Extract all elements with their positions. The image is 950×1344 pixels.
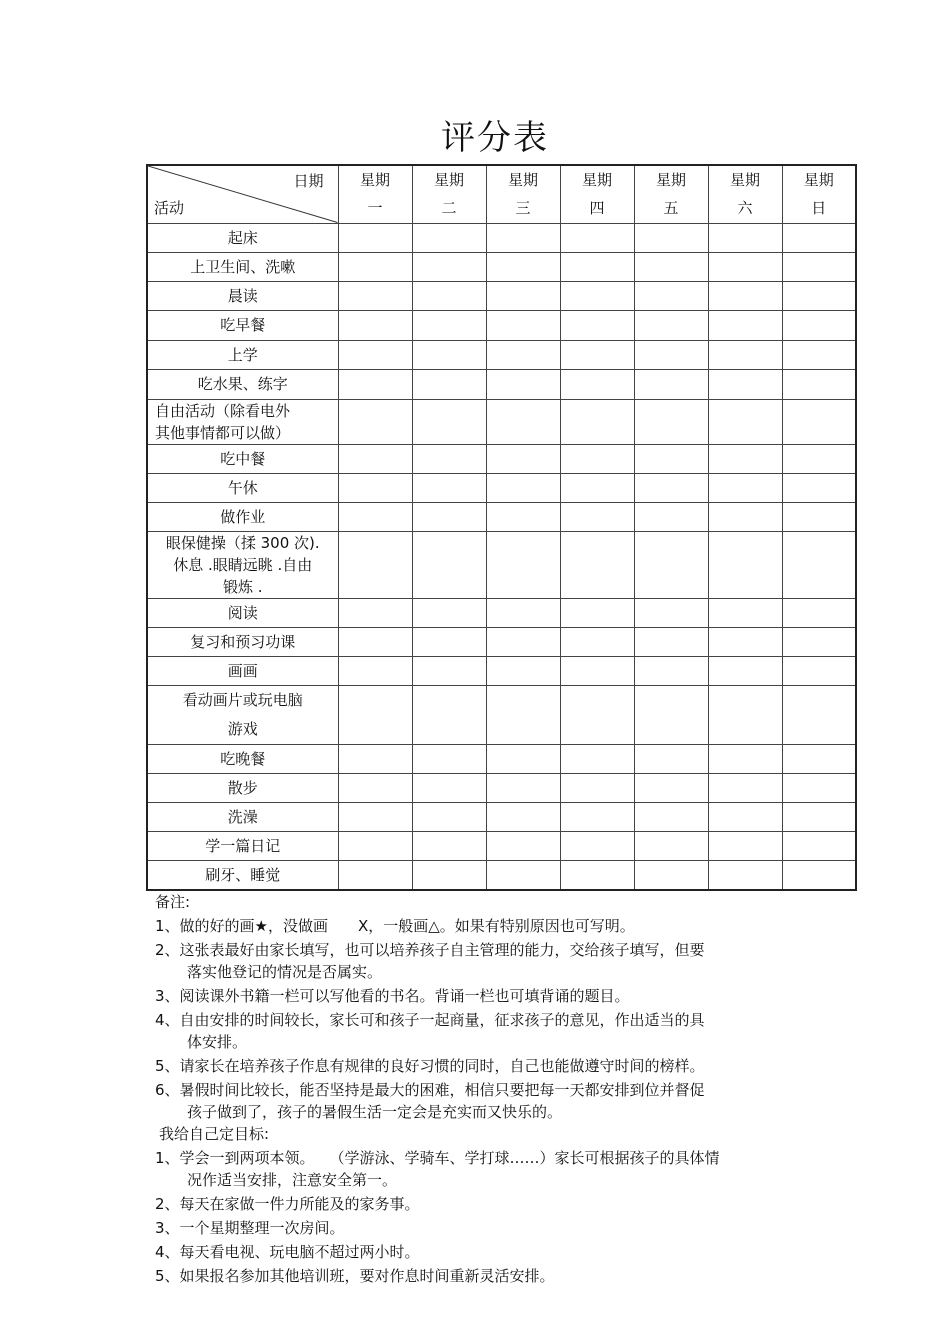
day-header-top: 星期 — [803, 171, 834, 190]
score-cell[interactable] — [486, 744, 560, 773]
score-cell[interactable] — [708, 252, 782, 281]
day-header-top: 星期 — [433, 171, 464, 190]
activity-label — [147, 399, 338, 444]
score-cell[interactable] — [412, 860, 486, 890]
score-cell[interactable] — [782, 773, 856, 802]
activity-row — [147, 473, 856, 502]
score-cell[interactable] — [338, 473, 412, 502]
score-cell[interactable] — [338, 773, 412, 802]
notes-item — [155, 1009, 855, 1053]
score-cell[interactable] — [338, 627, 412, 656]
activity-label-line: 吃早餐 — [220, 316, 266, 334]
score-cell[interactable] — [782, 444, 856, 473]
score-cell[interactable] — [708, 223, 782, 252]
score-cell[interactable] — [486, 831, 560, 860]
day-header — [338, 165, 412, 223]
activity-label-line: 学一篇日记 — [205, 836, 281, 855]
activity-label — [147, 531, 338, 598]
score-cell[interactable] — [338, 399, 412, 444]
score-cell[interactable] — [708, 531, 782, 598]
score-cell[interactable] — [486, 444, 560, 473]
score-cell[interactable] — [486, 281, 560, 310]
activity-row — [147, 685, 856, 744]
score-cell[interactable] — [412, 744, 486, 773]
notes-item-line: 体安排。 — [187, 1033, 248, 1051]
score-cell[interactable] — [708, 281, 782, 310]
score-cell[interactable] — [782, 744, 856, 773]
goals-item-line: 5、如果报名参加其他培训班，要对作息时间重新灵活安排。 — [155, 1267, 555, 1285]
score-cell[interactable] — [634, 802, 708, 831]
score-cell[interactable] — [708, 802, 782, 831]
score-cell[interactable] — [560, 281, 634, 310]
corner-cell — [147, 165, 338, 223]
score-cell[interactable] — [708, 502, 782, 531]
day-header-top: 星期 — [581, 171, 612, 190]
score-cell[interactable] — [412, 369, 486, 399]
goals-list — [155, 1147, 855, 1287]
score-cell[interactable] — [486, 531, 560, 598]
activity-label-line: 晨读 — [227, 286, 258, 305]
day-header-top: 星期 — [359, 171, 390, 190]
activity-label-line: 休息 .眼睛远眺 .自由 — [173, 555, 313, 574]
score-cell[interactable] — [560, 802, 634, 831]
score-cell[interactable] — [486, 340, 560, 369]
goals-item-line: 2、每天在家做一件力所能及的家务事。 — [155, 1195, 420, 1213]
score-cell[interactable] — [634, 860, 708, 890]
score-cell[interactable] — [560, 744, 634, 773]
score-cell[interactable] — [338, 223, 412, 252]
score-cell[interactable] — [634, 252, 708, 281]
score-cell[interactable] — [634, 656, 708, 685]
score-cell[interactable] — [782, 531, 856, 598]
score-cell[interactable] — [782, 627, 856, 656]
score-cell[interactable] — [634, 399, 708, 444]
corner-activity-label: 活动 — [154, 198, 185, 217]
notes-item — [155, 1055, 855, 1077]
activity-label-line: 锻炼 . — [222, 577, 263, 596]
activity-label — [147, 444, 338, 473]
activity-label-line: 其他事情都可以做） — [155, 423, 291, 442]
goals-heading: 我给自己定目标: — [159, 1125, 270, 1143]
activity-row — [147, 860, 856, 890]
score-cell[interactable] — [486, 598, 560, 627]
score-cell[interactable] — [560, 531, 634, 598]
score-cell[interactable] — [338, 531, 412, 598]
score-cell[interactable] — [782, 310, 856, 340]
score-cell[interactable] — [708, 444, 782, 473]
notes-item — [155, 939, 855, 983]
score-cell[interactable] — [412, 444, 486, 473]
day-header-bottom: 日 — [811, 199, 827, 218]
score-cell[interactable] — [560, 685, 634, 744]
activity-label — [147, 773, 338, 802]
notes-list — [155, 915, 855, 1123]
activity-label — [147, 831, 338, 860]
score-cell[interactable] — [560, 831, 634, 860]
activity-label — [147, 860, 338, 890]
score-cell[interactable] — [708, 399, 782, 444]
score-cell[interactable] — [634, 444, 708, 473]
score-cell[interactable] — [338, 444, 412, 473]
score-cell[interactable] — [708, 473, 782, 502]
goals-item — [155, 1193, 855, 1215]
score-cell[interactable] — [560, 340, 634, 369]
activity-label-line: 自由活动（除看电外 — [155, 401, 291, 420]
score-cell[interactable] — [634, 340, 708, 369]
score-cell[interactable] — [560, 252, 634, 281]
score-cell[interactable] — [782, 223, 856, 252]
activity-label-line: 复习和预习功课 — [190, 632, 296, 651]
score-cell[interactable] — [412, 502, 486, 531]
score-cell[interactable] — [708, 310, 782, 340]
activity-row — [147, 444, 856, 473]
goals-item — [155, 1265, 855, 1287]
notes-item-line: 3、阅读课外书籍一栏可以写他看的书名。背诵一栏也可填背诵的题目。 — [155, 987, 630, 1005]
activity-label — [147, 656, 338, 685]
activity-label-line: 散步 — [227, 778, 258, 797]
activity-label-line: 洗澡 — [227, 807, 258, 826]
score-cell[interactable] — [486, 860, 560, 890]
score-cell[interactable] — [634, 531, 708, 598]
score-cell[interactable] — [338, 744, 412, 773]
score-cell[interactable] — [708, 627, 782, 656]
score-cell[interactable] — [560, 223, 634, 252]
score-cell[interactable] — [560, 598, 634, 627]
activity-label — [147, 473, 338, 502]
score-cell[interactable] — [560, 860, 634, 890]
score-cell[interactable] — [708, 860, 782, 890]
activity-label-line: 阅读 — [227, 603, 258, 622]
corner-date-label: 日期 — [293, 172, 324, 190]
notes-item-line: 6、暑假时间比较长，能否坚持是最大的困难，相信只要把每一天都安排到位并督促 — [155, 1081, 705, 1099]
score-cell[interactable] — [486, 627, 560, 656]
activity-label-line: 画画 — [227, 661, 258, 680]
score-cell[interactable] — [486, 399, 560, 444]
notes-item-line: 2、这张表最好由家长填写，也可以培养孩子自主管理的能力，交给孩子填写，但要 — [155, 941, 705, 959]
activity-row — [147, 252, 856, 281]
notes-item — [155, 1079, 855, 1123]
score-cell[interactable] — [634, 281, 708, 310]
score-cell[interactable] — [560, 310, 634, 340]
score-cell[interactable] — [634, 310, 708, 340]
score-cell[interactable] — [486, 223, 560, 252]
score-cell[interactable] — [338, 598, 412, 627]
score-cell[interactable] — [560, 399, 634, 444]
notes-section — [155, 891, 855, 1287]
score-cell[interactable] — [338, 281, 412, 310]
score-cell[interactable] — [634, 773, 708, 802]
activity-label-line: 午休 — [227, 478, 258, 497]
score-cell[interactable] — [560, 473, 634, 502]
activity-label-line: 吃中餐 — [220, 449, 266, 468]
score-cell[interactable] — [634, 369, 708, 399]
day-header-bottom: 四 — [589, 199, 605, 218]
score-cell[interactable] — [412, 802, 486, 831]
score-table — [146, 164, 857, 891]
score-cell[interactable] — [708, 340, 782, 369]
score-cell[interactable] — [708, 685, 782, 744]
score-cell[interactable] — [708, 369, 782, 399]
score-cell[interactable] — [486, 656, 560, 685]
score-cell[interactable] — [412, 685, 486, 744]
activity-label — [147, 744, 338, 773]
score-cell[interactable] — [338, 502, 412, 531]
goals-item — [155, 1217, 855, 1239]
score-cell[interactable] — [634, 502, 708, 531]
score-cell[interactable] — [412, 340, 486, 369]
activity-label — [147, 281, 338, 310]
activity-row — [147, 773, 856, 802]
activity-label-line: 做作业 — [220, 507, 266, 526]
score-cell[interactable] — [634, 685, 708, 744]
score-cell[interactable] — [412, 627, 486, 656]
score-cell[interactable] — [560, 773, 634, 802]
day-header-bottom: 五 — [663, 199, 679, 218]
score-cell[interactable] — [412, 531, 486, 598]
score-cell[interactable] — [782, 685, 856, 744]
score-cell[interactable] — [782, 598, 856, 627]
activity-row — [147, 502, 856, 531]
activity-label-line: 上学 — [227, 345, 258, 364]
score-cell[interactable] — [782, 860, 856, 890]
goals-item-line: 4、每天看电视、玩电脑不超过两小时。 — [155, 1243, 420, 1261]
activity-label-line: 起床 — [227, 228, 258, 247]
notes-item-line: 5、请家长在培养孩子作息有规律的良好习惯的同时，自己也能做遵守时间的榜样。 — [155, 1057, 705, 1075]
score-cell[interactable] — [782, 502, 856, 531]
score-cell[interactable] — [708, 744, 782, 773]
day-header-top: 星期 — [507, 171, 538, 190]
activity-label-line: 上卫生间、洗嗽 — [190, 257, 296, 276]
activity-label — [147, 598, 338, 627]
notes-heading: 备注: — [155, 893, 191, 911]
activity-row — [147, 598, 856, 627]
activity-label-line: 眼保健操（揉 300 次). — [165, 533, 320, 552]
activity-row — [147, 340, 856, 369]
activity-label-line: 看动画片或玩电脑 — [182, 690, 303, 709]
score-cell[interactable] — [560, 627, 634, 656]
activity-row — [147, 310, 856, 340]
score-cell[interactable] — [782, 399, 856, 444]
score-cell[interactable] — [782, 281, 856, 310]
day-header-bottom: 二 — [441, 199, 457, 218]
score-cell[interactable] — [338, 310, 412, 340]
notes-item-line: 孩子做到了，孩子的暑假生活一定会是充实而又快乐的。 — [187, 1103, 563, 1121]
day-header — [560, 165, 634, 223]
notes-item — [155, 915, 855, 937]
goals-item-line: 况作适当安排，注意安全第一。 — [187, 1171, 398, 1189]
day-header — [708, 165, 782, 223]
day-header — [782, 165, 856, 223]
score-cell[interactable] — [782, 369, 856, 399]
day-header-top: 星期 — [729, 171, 760, 190]
score-cell[interactable] — [338, 252, 412, 281]
day-header-top: 星期 — [655, 171, 686, 190]
activity-label-line: 刷牙、睡觉 — [205, 865, 281, 884]
activity-row — [147, 831, 856, 860]
score-cell[interactable] — [782, 802, 856, 831]
activity-row — [147, 531, 856, 598]
activity-label-line: 吃水果、练字 — [197, 375, 288, 393]
score-cell[interactable] — [708, 831, 782, 860]
score-cell[interactable] — [412, 252, 486, 281]
score-cell[interactable] — [634, 473, 708, 502]
notes-item — [155, 985, 855, 1007]
score-cell[interactable] — [634, 831, 708, 860]
day-header — [486, 165, 560, 223]
score-cell[interactable] — [412, 831, 486, 860]
score-cell[interactable] — [486, 369, 560, 399]
score-cell[interactable] — [560, 656, 634, 685]
score-cell[interactable] — [412, 310, 486, 340]
score-cell[interactable] — [560, 502, 634, 531]
activity-label-line: 吃晚餐 — [220, 749, 266, 768]
goals-item-line: 1、学会一到两项本领。 （学游泳、学骑车、学打球……）家长可根据孩子的具体情 — [155, 1149, 720, 1167]
activity-row — [147, 223, 856, 252]
day-header-bottom: 六 — [737, 199, 753, 218]
activity-label — [147, 310, 338, 340]
score-cell[interactable] — [338, 860, 412, 890]
goals-item-line: 3、一个星期整理一次房间。 — [155, 1219, 345, 1237]
score-cell[interactable] — [338, 685, 412, 744]
score-cell[interactable] — [782, 656, 856, 685]
score-cell[interactable] — [486, 310, 560, 340]
score-cell[interactable] — [634, 223, 708, 252]
score-cell[interactable] — [486, 473, 560, 502]
activity-label-line: 游戏 — [227, 719, 258, 738]
day-header — [634, 165, 708, 223]
score-cell[interactable] — [708, 598, 782, 627]
notes-item-line: 1、做的好的画★，没做画 X，一般画△。如果有特别原因也可写明。 — [155, 917, 635, 935]
activity-label — [147, 223, 338, 252]
score-cell[interactable] — [634, 627, 708, 656]
activity-label — [147, 802, 338, 831]
score-cell[interactable] — [338, 656, 412, 685]
score-cell[interactable] — [708, 656, 782, 685]
score-cell[interactable] — [486, 685, 560, 744]
score-cell[interactable] — [412, 399, 486, 444]
score-cell[interactable] — [338, 369, 412, 399]
day-header-bottom: 一 — [367, 199, 383, 218]
activity-row — [147, 399, 856, 444]
activity-row — [147, 656, 856, 685]
score-cell[interactable] — [782, 340, 856, 369]
score-cell[interactable] — [782, 831, 856, 860]
score-cell[interactable] — [412, 281, 486, 310]
activity-row — [147, 369, 856, 399]
activity-row — [147, 802, 856, 831]
notes-item-line: 4、自由安排的时间较长，家长可和孩子一起商量，征求孩子的意见，作出适当的具 — [155, 1011, 705, 1029]
score-cell[interactable] — [412, 223, 486, 252]
score-cell[interactable] — [412, 473, 486, 502]
page-title: 评分表 — [441, 118, 549, 158]
activity-label — [147, 502, 338, 531]
activity-label — [147, 252, 338, 281]
day-header-bottom: 三 — [515, 199, 531, 218]
activity-label — [147, 369, 338, 399]
score-cell[interactable] — [560, 369, 634, 399]
activity-label — [147, 340, 338, 369]
activity-row — [147, 744, 856, 773]
day-header — [412, 165, 486, 223]
score-cell[interactable] — [486, 773, 560, 802]
activity-label — [147, 685, 338, 744]
score-cell[interactable] — [338, 831, 412, 860]
score-cell[interactable] — [338, 802, 412, 831]
score-cell[interactable] — [782, 473, 856, 502]
score-cell[interactable] — [412, 773, 486, 802]
activity-row — [147, 627, 856, 656]
score-cell[interactable] — [634, 598, 708, 627]
goals-item — [155, 1241, 855, 1263]
activity-row — [147, 281, 856, 310]
score-cell[interactable] — [486, 502, 560, 531]
header-row — [147, 165, 856, 223]
score-cell[interactable] — [486, 802, 560, 831]
score-cell[interactable] — [412, 598, 486, 627]
score-cell[interactable] — [338, 340, 412, 369]
score-cell[interactable] — [486, 252, 560, 281]
score-cell[interactable] — [560, 444, 634, 473]
activity-label — [147, 627, 338, 656]
score-cell[interactable] — [708, 773, 782, 802]
score-cell[interactable] — [634, 744, 708, 773]
score-cell[interactable] — [782, 252, 856, 281]
goals-item — [155, 1147, 855, 1191]
notes-item-line: 落实他登记的情况是否属实。 — [187, 963, 383, 981]
score-cell[interactable] — [412, 656, 486, 685]
